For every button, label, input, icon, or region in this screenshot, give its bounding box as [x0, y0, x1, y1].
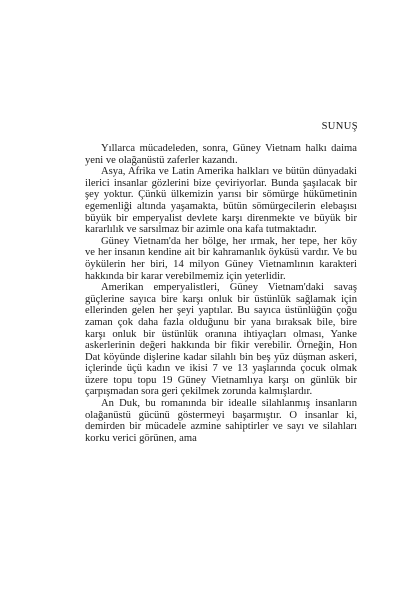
paragraph: Yıllarca mücadeleden, sonra, Güney Vietnam halkı daima yeni ve olağanüstü zaferler kazandı.: [85, 143, 357, 166]
paragraph: Amerikan emperyalistleri, Güney Vietnam'daki savaş güçlerine sayıca bire karşı onluk bir üstünlük sağlamak için ellerinden gelen her şeyi yaptılar. Bu sayıca üstünlüğün çoğu zaman çok daha fazla olduğunu bir yana bıraksak bile, bire karşı onluk bir üstünlük oranına ihtiyaçları olması, Yanke askerlerinin değeri hakkında bir fikir verebilir. Örneğin, Hon Dat köyünde dişlerine kadar silahlı bin beş yüz düşman askeri, içlerinde üçü kadın ve ikisi 7 ve 13 yaşlarında çocuk olmak üzere topu topu 19 Güney Vietnamlıya karşı on günlük bir çarpışmadan sora geri çekilmek zorunda kalmışlardır.: [85, 282, 357, 398]
body-text: [85, 143, 357, 444]
paragraph: Asya, Afrika ve Latin Amerika halkları ve bütün dünyadaki ilerici insanlar gözlerini bize çeviriyorlar. Bunda şaşılacak bir şey yoktur. Çünkü ülkemizin yarısı bir sömürge hükümetinin egemenliği altında yaşamakta, bütün sömürgecilerin elebaşısı büyük bir emperyalist devlete karşı direnmekte ve büyük bir kararlılık ve sarsılmaz bir azimle ona kafa tutmaktadır.: [85, 166, 357, 236]
paragraph: Güney Vietnam'da her bölge, her ırmak, her tepe, her köy ve her insanın kendine ait bir kahramanlık öyküsü vardır. Ve bu öykülerin her biri, 14 milyon Güney Vietnamlının karakteri hakkında bir karar verebilmemiz için yeterlidir.: [85, 235, 357, 282]
paragraph: An Duk, bu romanında bir idealle silahlanmış insanların olağanüstü gücünü göstermeyi başarmıştır. O insanlar ki, demirden bir mücadele azmine sahiptirler ve sayı ve silahları korku verici görünen, ama: [85, 398, 357, 444]
page-heading: SUNUŞ: [321, 121, 358, 132]
